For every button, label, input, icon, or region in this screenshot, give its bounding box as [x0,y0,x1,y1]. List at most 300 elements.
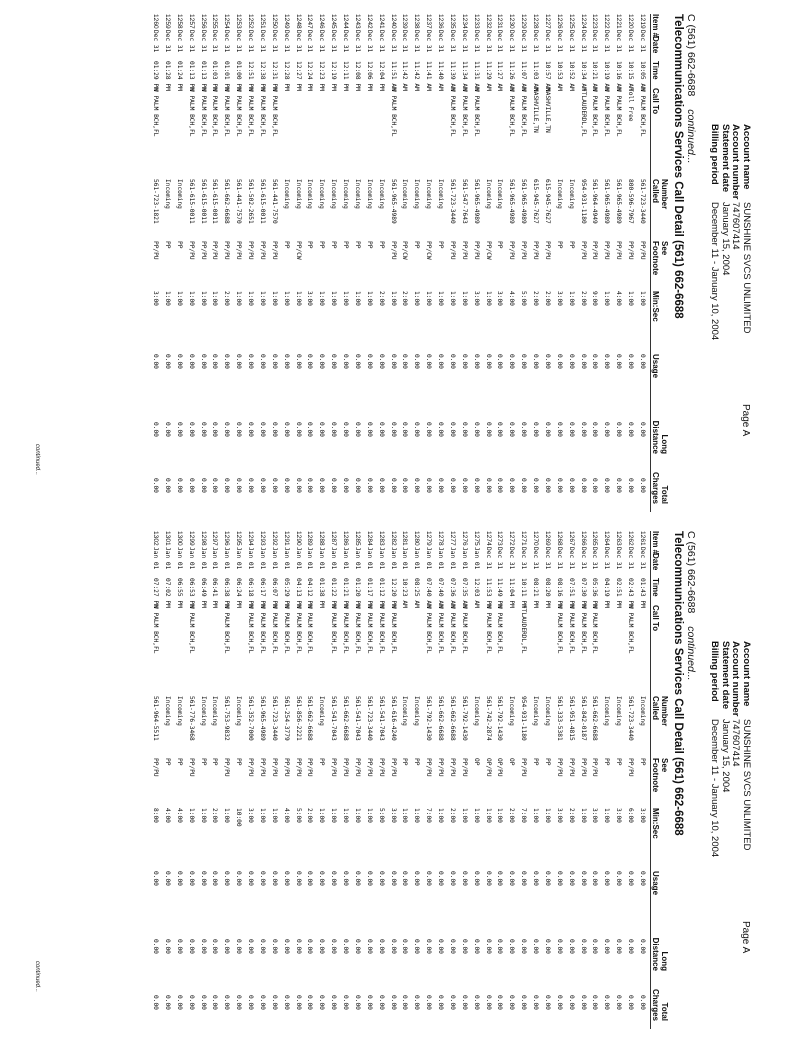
row-long-distance: 0.00 [354,939,361,954]
row-time: 01:03 PM [211,61,219,91]
row-time: 10:52 AM [567,61,575,91]
row-total-charges: 0.00 [520,995,528,1010]
row-time: 08:16 PM [555,578,563,608]
row-date: Jan 01 [199,547,207,570]
row-date: Dec 31 [294,30,302,53]
row-date: Dec 31 [211,30,219,53]
table-row [221,531,233,1031]
row-long-distance: 0.00 [318,422,326,437]
header-time: Time [651,578,660,597]
header-see-footnote: See Footnote [651,758,669,793]
row-time: 12:08 PM [354,61,361,91]
row-usage: 0.00 [508,354,516,369]
row-time: 10:53 AM [555,61,563,91]
billing-period-value: December 11 - January 10, 2004 [709,719,721,858]
row-number-called: Incoming [544,696,551,726]
row-long-distance: 0.00 [330,422,338,437]
row-item-number: 1298 [199,531,207,546]
row-total-charges: 0.00 [544,995,551,1010]
row-min-sec: 1:00 [567,291,575,306]
row-footnote: PP/PU [199,241,207,260]
row-number-called: 561-965-4989 [389,179,397,224]
row-min-sec: 1:00 [472,808,480,823]
row-footnote: PP/CW [484,241,492,260]
row-long-distance: 0.00 [342,939,350,954]
row-long-distance: 0.00 [306,939,314,954]
row-time: 11:41 AM [425,61,433,91]
row-total-charges: 0.00 [437,478,445,493]
row-date: Dec 31 [603,30,611,53]
row-number-called: Incoming [401,696,409,726]
account-name-value: SUNSHINE SVCS UNLIMITED [741,719,752,851]
row-total-charges: 0.00 [247,995,255,1010]
row-item-number: 1285 [354,531,361,546]
row-number-called: 561-753-9832 [223,696,231,741]
row-usage: 0.00 [294,354,302,369]
row-total-charges: 0.00 [223,995,231,1010]
row-number-called: Incoming [294,179,302,209]
row-footnote: PP/PU [555,758,563,777]
row-long-distance: 0.00 [294,422,302,437]
row-number-called: 615-945-7627 [532,179,540,224]
row-total-charges: 0.00 [330,995,338,1010]
row-usage: 0.00 [472,354,480,369]
row-min-sec: 7:00 [520,808,528,823]
row-min-sec: 1:00 [496,808,504,823]
table-row [232,531,244,1031]
row-time: 11:42 AM [401,61,409,91]
row-date: Jan 01 [294,547,302,570]
row-call-to: W PALM BCH,FL [354,605,361,654]
account-name-label: Account name [741,641,752,707]
row-min-sec: 3:00 [615,808,623,823]
row-item-number: 1277 [449,531,456,546]
row-number-called: 561-541-7043 [354,696,361,741]
row-min-sec: 1:00 [354,291,361,306]
row-long-distance: 0.00 [508,939,516,954]
row-time: 01:00 PM [235,61,243,91]
row-usage: 0.00 [282,871,290,886]
row-min-sec: 1:00 [449,291,456,306]
row-footnote: PP/PU [591,758,599,777]
row-long-distance: 0.00 [223,422,231,437]
row-long-distance: 0.00 [401,422,409,437]
row-min-sec: 3:00 [555,808,563,823]
row-total-charges: 0.00 [449,478,456,493]
row-item-number: 1289 [306,531,314,546]
row-footnote: PP/PU [591,241,599,260]
row-usage: 0.00 [401,354,409,369]
row-min-sec: 2:00 [544,291,551,306]
row-footnote: PP/PU [282,758,290,777]
row-item-number: 1231 [496,14,504,29]
row-total-charges: 0.00 [330,478,338,493]
row-time: 07:40 AM [437,578,445,608]
row-time: 11:39 AM [449,61,456,91]
row-call-to: W PALM BCH,FL [449,88,456,137]
statement-date-value: January 15, 2004 [720,719,731,793]
row-total-charges: 0.00 [591,995,599,1010]
row-time: 10:16 AM [615,61,623,91]
row-total-charges: 0.00 [484,995,492,1010]
row-number-called: 561-662-6688 [223,179,231,224]
row-date: Dec 31 [460,30,468,53]
section-title: Telecommunications Services Call Detail (561) 662-6688 [672,14,684,319]
row-date: Dec 31 [591,547,599,570]
row-long-distance: 0.00 [591,422,599,437]
row-item-number: 1221 [615,14,623,29]
row-item-number: 1260 [152,14,160,29]
row-date: Jan 01 [259,547,266,570]
row-min-sec: 3:00 [472,291,480,306]
row-min-sec: 4:00 [615,291,623,306]
row-usage: 0.00 [579,871,587,886]
row-item-number: 1255 [211,14,219,29]
row-usage: 0.00 [484,871,492,886]
table-row [185,14,197,514]
table-row [517,14,529,514]
row-time: 11:34 AM [460,61,468,91]
row-item-number: 1242 [365,14,373,29]
table-row [624,531,636,1031]
row-item-number: 1293 [259,531,266,546]
table-row [434,531,446,1031]
row-number-called: 561-965-4989 [259,696,266,741]
row-time: 06:07 PM [270,578,278,608]
row-date: Dec 31 [484,30,492,53]
row-total-charges: 0.00 [627,478,635,493]
row-item-number: 1274 [484,531,492,546]
statement-date-label: Statement date [720,641,731,710]
row-time: 01:22 PM [330,578,338,608]
row-min-sec: 1:00 [187,808,195,823]
row-time: 02:43 PM [627,578,635,608]
row-footnote: PP [330,241,338,249]
row-date: Jan 01 [449,547,456,570]
row-min-sec: 1:00 [270,808,278,823]
row-call-to: Toll Free [627,88,635,122]
row-long-distance: 0.00 [532,939,540,954]
row-min-sec: 1:00 [460,291,468,306]
row-number-called: Incoming [508,696,516,726]
row-call-to: W PALM BCH,FL [615,88,623,137]
row-date: Jan 01 [187,547,195,570]
row-min-sec: 1:00 [627,291,635,306]
row-footnote: PP/PU [437,758,445,777]
row-date: Dec 31 [627,547,635,570]
row-footnote: PP/PU [508,241,516,260]
page-label: Page A [740,921,751,954]
row-usage: 0.00 [484,354,492,369]
row-call-to: W PALM BCH,FL [270,88,278,137]
row-item-number: 1256 [199,14,207,29]
row-time: 01:28 PM [164,61,171,91]
row-long-distance: 0.00 [330,939,338,954]
row-item-number: 1263 [615,531,623,546]
row-usage: 0.00 [532,871,540,886]
row-min-sec: 2:00 [579,291,587,306]
row-long-distance: 0.00 [389,422,397,437]
row-long-distance: 0.00 [270,422,278,437]
row-item-number: 1295 [235,531,243,546]
row-number-called: 561-352-7000 [247,696,255,741]
row-long-distance: 0.00 [532,422,540,437]
row-usage: 0.00 [270,354,278,369]
row-total-charges: 0.00 [175,995,183,1010]
row-call-to: NASHVILLE,TN [532,88,540,133]
row-footnote: PP [413,758,421,766]
row-date: Dec 31 [496,30,504,53]
row-footnote: PP [342,241,350,249]
row-time: 12:19 PM [330,61,338,91]
row-number-called: Incoming [377,179,385,209]
row-number-called: 954-931-1180 [520,696,528,741]
row-total-charges: 0.00 [449,995,456,1010]
table-row [422,14,434,514]
row-time: 01:13 PM [187,61,195,91]
row-number-called: Incoming [615,696,623,726]
table-row [577,531,589,1031]
row-long-distance: 0.00 [365,939,373,954]
row-footnote: PP [615,758,623,766]
row-number-called: Incoming [175,179,183,209]
row-time: 10:23 AM [401,578,409,608]
table-row [209,531,221,1031]
row-time: 05:36 PM [591,578,599,608]
row-date: Jan 01 [306,547,314,570]
row-footnote: PP [639,758,646,766]
row-time: 07:36 AM [449,578,456,608]
row-item-number: 1254 [223,14,231,29]
row-total-charges: 0.00 [211,995,219,1010]
row-item-number: 1273 [496,531,504,546]
table-row [232,14,244,514]
table-row [636,14,648,514]
row-usage: 0.00 [354,354,361,369]
row-long-distance: 0.00 [413,939,421,954]
row-long-distance: 0.00 [425,939,433,954]
row-total-charges: 0.00 [496,995,504,1010]
row-total-charges: 0.00 [377,478,385,493]
row-item-number: 1228 [532,14,540,29]
row-usage: 0.00 [627,354,635,369]
table-row [363,14,375,514]
row-time: 11:27 AM [496,61,504,91]
row-number-called: 561-723-1821 [152,179,160,224]
row-min-sec: 3:00 [591,808,599,823]
row-time: 06:53 PM [187,578,195,608]
row-time: 11:03 AM [532,61,540,91]
row-call-to: W PALM BCH,FL [472,88,480,137]
row-min-sec: 1:00 [282,291,290,306]
row-date: Jan 01 [164,547,171,570]
row-time: 12:27 PM [294,61,302,91]
row-min-sec: 1:00 [544,808,551,823]
row-footnote: PP [282,241,290,249]
row-min-sec: 5:00 [520,291,528,306]
row-long-distance: 0.00 [627,422,635,437]
row-long-distance: 0.00 [282,939,290,954]
row-footnote: PP [544,758,551,766]
row-total-charges: 0.00 [187,995,195,1010]
row-number-called: 561-965-4989 [603,179,611,224]
row-number-called: Incoming [211,696,219,726]
row-call-to: W PALM BCH,FL [270,605,278,654]
row-footnote: PP/PU [187,758,195,777]
row-min-sec: 1:00 [413,808,421,823]
header-long-distance: Long Distance [651,937,669,971]
account-name-value: SUNSHINE SVCS UNLIMITED [741,202,752,334]
row-number-called: Incoming [318,696,326,726]
row-date: Dec 31 [544,30,551,53]
row-call-to: W PALM BCH,FL [211,88,219,137]
row-min-sec: 3:00 [306,291,314,306]
table-row [411,14,423,514]
table-row [541,14,553,514]
row-total-charges: 0.00 [306,995,314,1010]
row-time: 12:20 PM [389,578,397,608]
row-item-number: 1284 [365,531,373,546]
row-time: 04:13 PM [294,578,302,608]
row-usage: 0.00 [223,354,231,369]
continued-phone: (561) 662-6688 [685,24,697,97]
row-min-sec: 1:00 [484,291,492,306]
row-date: Dec 31 [342,30,350,53]
row-usage: 0.00 [342,354,350,369]
row-item-number: 1252 [247,14,255,29]
table-row [268,14,280,514]
call-detail-rows [149,531,648,1031]
row-time: 10:34 AM [579,61,587,91]
row-date: Dec 31 [306,30,314,53]
row-usage: 0.00 [152,871,160,886]
row-number-called: 954-931-1180 [579,179,587,224]
row-min-sec: 3:00 [152,291,160,306]
row-usage: 0.00 [235,354,243,369]
row-call-to: W PALM BCH,FL [460,605,468,654]
table-row [387,14,399,514]
row-total-charges: 0.00 [223,478,231,493]
row-number-called: Incoming [425,179,433,209]
row-total-charges: 0.00 [199,478,207,493]
row-min-sec: 1:00 [460,808,468,823]
table-row [209,14,221,514]
row-call-to: W PALM BCH,FL [389,88,397,137]
table-row [411,531,423,1031]
row-footnote: PP/PU [247,758,255,777]
row-footnote: PP/PU [152,241,160,260]
row-footnote: PP/PU [544,241,551,260]
row-long-distance: 0.00 [247,939,255,954]
row-number-called: 561-792-1430 [460,696,468,741]
row-usage: 0.00 [306,871,314,886]
row-item-number: 1251 [259,14,266,29]
row-number-called: 561-662-6688 [306,696,314,741]
row-long-distance: 0.00 [294,939,302,954]
row-number-called: 615-945-7627 [544,179,551,224]
row-total-charges: 0.00 [342,995,350,1010]
row-number-called: Incoming [484,179,492,209]
row-number-called: 561-254-3779 [282,696,290,741]
row-long-distance: 0.00 [567,422,575,437]
table-row [221,14,233,514]
row-footnote: PP/PU [211,241,219,260]
row-footnote: PP [164,241,171,249]
row-date: Dec 31 [520,547,528,570]
statement-date-value: January 15, 2004 [720,202,731,276]
row-call-to: W PALM BCH,FL [259,88,266,137]
row-footnote: PP [175,758,183,766]
row-total-charges: 0.00 [318,478,326,493]
row-call-to: W PALM BCH,FL [460,88,468,137]
row-usage: 0.00 [318,354,326,369]
row-number-called: 561-965-4989 [508,179,516,224]
table-row [316,531,328,1031]
row-time: 12:04 PM [377,61,385,91]
statement-page-panel [0,14,809,514]
row-min-sec: 2:00 [532,291,540,306]
row-date: Jan 01 [342,547,350,570]
table-row [589,14,601,514]
row-footnote: PP/PU [330,758,338,777]
table-row [529,14,541,514]
row-min-sec: 1:00 [164,291,171,306]
row-usage: 0.00 [472,871,480,886]
header-total-charges: Total Charges [651,471,669,504]
row-item-number: 1249 [282,14,290,29]
row-long-distance: 0.00 [152,939,160,954]
table-row [601,14,613,514]
row-date: Dec 31 [449,30,456,53]
row-long-distance: 0.00 [223,939,231,954]
row-long-distance: 0.00 [259,939,266,954]
row-call-to: W PALM BCH,FL [199,88,207,137]
row-long-distance: 0.00 [496,939,504,954]
row-long-distance: 0.00 [354,422,361,437]
row-usage: 0.00 [152,354,160,369]
row-long-distance: 0.00 [460,422,468,437]
row-usage: 0.00 [330,871,338,886]
table-row [458,531,470,1031]
row-call-to: W PALM BCH,FL [449,605,456,654]
row-min-sec: 1:00 [603,808,611,823]
table-row [197,531,209,1031]
continued-line [685,531,697,681]
row-usage: 0.00 [555,354,563,369]
row-usage: 0.00 [342,871,350,886]
row-call-to: W PALM BCH,FL [496,605,504,654]
row-long-distance: 0.00 [579,939,587,954]
row-time: 11:49 PM [496,578,504,608]
row-time: 08:20 PM [544,578,551,608]
row-total-charges: 0.00 [437,995,445,1010]
row-date: Dec 31 [627,30,635,53]
row-time: 01:17 PM [365,578,373,608]
row-time: 06:24 PM [235,578,243,608]
row-item-number: 1233 [472,14,480,29]
row-usage: 0.00 [520,354,528,369]
row-usage: 0.00 [259,354,266,369]
row-min-sec: 7:00 [425,808,433,823]
row-date: Jan 01 [413,547,421,570]
row-time: 11:42 AM [413,61,421,91]
row-total-charges: 0.00 [579,478,587,493]
table-row [149,14,161,514]
billing-period-value: December 11 - January 10, 2004 [709,202,721,341]
table-row [268,531,280,1031]
row-time: 11:04 PM [508,578,516,608]
table-row [149,531,161,1031]
